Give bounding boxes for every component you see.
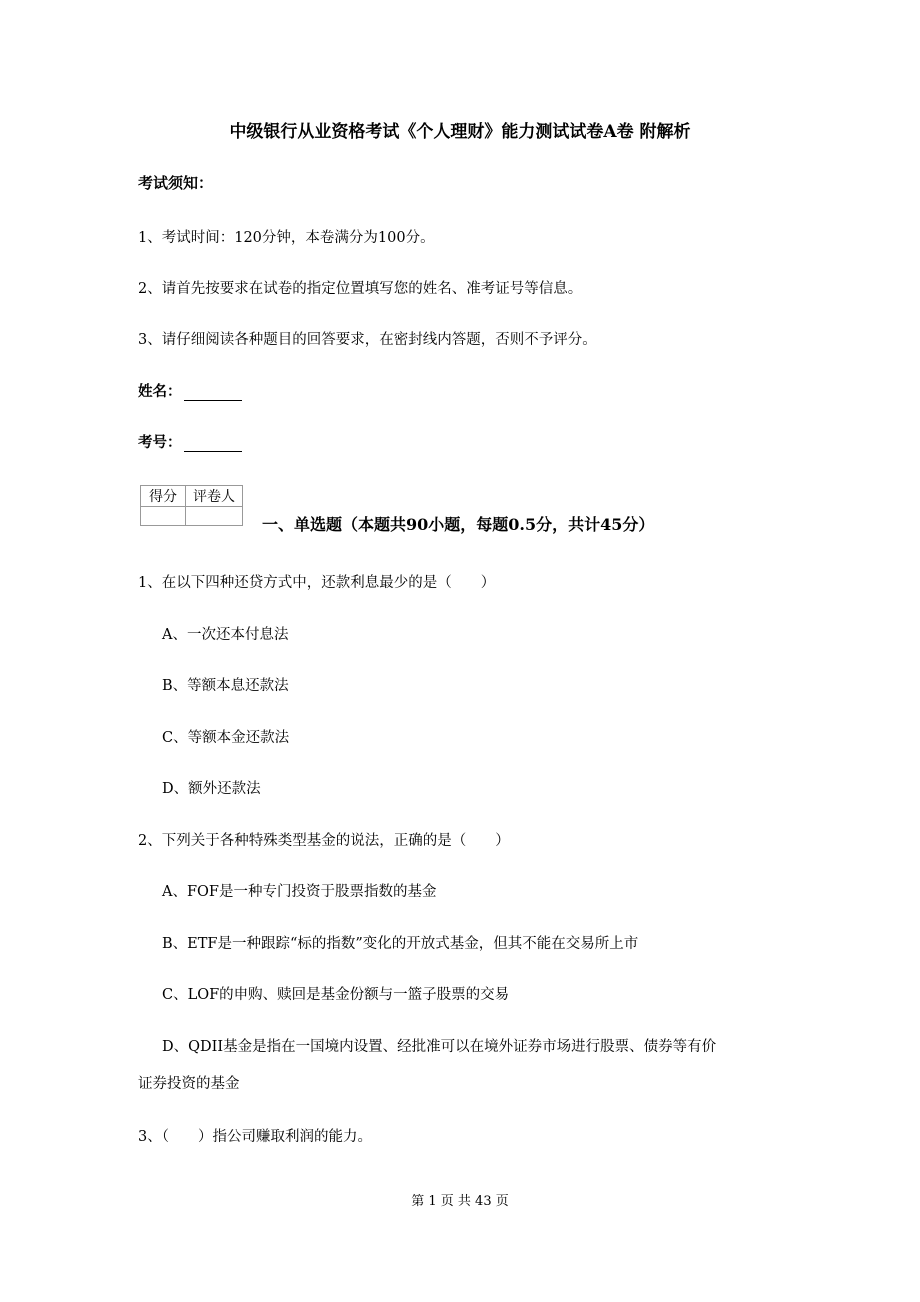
document-title: 中级银行从业资格考试《个人理财》能力测试试卷A卷 附解析 <box>229 122 691 142</box>
name-field[interactable] <box>138 380 242 401</box>
question-2-option-d: D、QDII基金是指在一国境内设置、经批准可以在境外证券市场进行股票、债券等有价 <box>162 1039 717 1055</box>
question-2-option-a: A、FOF是一种专门投资于股票指数的基金 <box>162 884 437 900</box>
question-1-stem: 1、在以下四种还贷方式中，还款利息最少的是（ ） <box>138 575 496 591</box>
section-title: 一、单选题（本题共90小题，每题0.5分，共计45分） <box>262 515 655 534</box>
question-2-option-c: C、LOF的申购、赎回是基金份额与一篮子股票的交易 <box>162 987 510 1003</box>
exam-number-field[interactable] <box>138 431 242 452</box>
question-2-option-b: B、ETF是一种跟踪“标的指数”变化的开放式基金，但其不能在交易所上市 <box>162 936 639 952</box>
page-footer: 第 1 页 共 43 页 <box>411 1194 509 1209</box>
grader-header: 评卷人 <box>186 486 243 507</box>
notice-item: 2、请首先按要求在试卷的指定位置填写您的姓名、准考证号等信息。 <box>138 281 583 297</box>
score-header: 得分 <box>141 486 186 507</box>
question-1-option-c: C、等额本金还款法 <box>162 730 290 746</box>
notice-item: 3、请仔细阅读各种题目的回答要求，在密封线内答题，否则不予评分。 <box>138 332 597 348</box>
name-blank[interactable] <box>184 386 242 401</box>
question-2-option-d-continued: 证券投资的基金 <box>138 1076 240 1092</box>
question-3-stem: 3、（ ）指公司赚取利润的能力。 <box>138 1129 372 1145</box>
question-1-option-a: A、一次还本付息法 <box>162 627 289 643</box>
exam-number-label: 考号： <box>138 434 182 451</box>
question-1-option-d: D、额外还款法 <box>162 781 261 797</box>
score-table <box>140 485 243 526</box>
score-cell[interactable] <box>141 507 186 526</box>
notice-item: 1、考试时间：120分钟，本卷满分为100分。 <box>138 230 435 246</box>
grader-cell[interactable] <box>186 507 243 526</box>
notice-heading: 考试须知： <box>138 174 214 192</box>
name-label: 姓名： <box>138 383 182 400</box>
exam-number-blank[interactable] <box>184 437 242 452</box>
question-2-stem: 2、下列关于各种特殊类型基金的说法，正确的是（ ） <box>138 833 510 849</box>
question-1-option-b: B、等额本息还款法 <box>162 678 289 694</box>
